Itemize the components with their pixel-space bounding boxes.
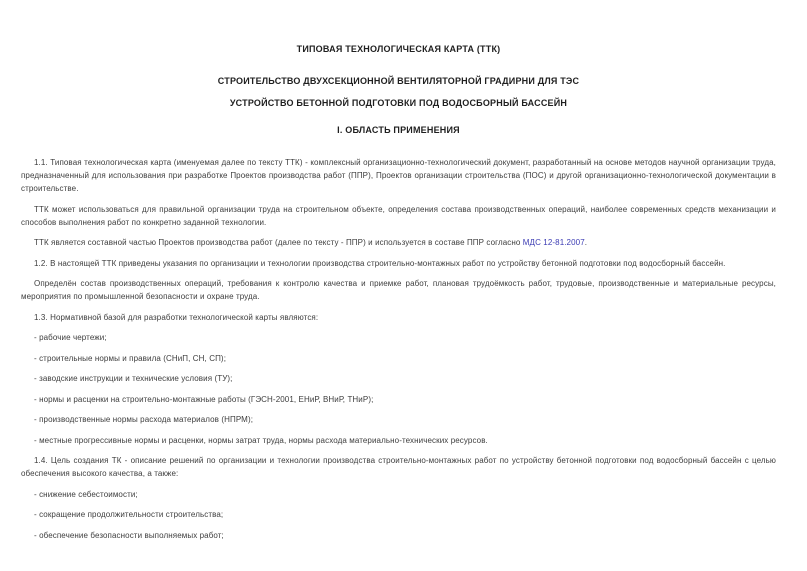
list-item-work-safety: - обеспечение безопасности выполняемых работ; [34, 530, 224, 540]
paragraph-1-4: 1.4. Цель создания ТК - описание решений по организации и технологии производства строительно-монтажных работ по устройству бетонной подготовки под водосборный бассейн с целью обеспечения высокого качества, а также: [21, 456, 776, 478]
mds-12-81-2007-link[interactable]: МДС 12-81.2007 [522, 238, 585, 247]
list-item-cost-reduction: - снижение себестоимости; [34, 489, 138, 499]
paragraph-1-2: 1.2. В настоящей ТТК приведены указания по организации и технологии производства строительно-монтажных работ по устройству бетонной подготовки под водосборный бассейн. [34, 258, 726, 268]
list-item-working-drawings: - рабочие чертежи; [34, 333, 107, 342]
paragraph-composition: Определён состав производственных операций, требования к контролю качества и приемке работ, плановая трудоёмкость работ, трудовые, производственные и материальные ресурсы, мероприятия по промышленной безопасности и охране труда. [21, 279, 776, 301]
list-item-factory-instructions: - заводские инструкции и технические условия (ТУ); [34, 374, 233, 383]
paragraph-1-3: 1.3. Нормативной базой для разработки технологической карты являются: [34, 312, 319, 322]
paragraph-1-1: 1.1. Типовая технологическая карта (именуемая далее по тексту ТТК) - комплексный организационно-технологический документ, разработанный на основе методов научной организации труда, предназначенный для использования при разработке Проектов производства работ (ППР), Проектов организации строительства (ПОС) и другой организационно-технологической документации в строительстве. [21, 158, 776, 193]
list-item-building-codes: - строительные нормы и правила (СНиП, СН, СП); [34, 353, 227, 363]
list-item-local-norms: - местные прогрессивные нормы и расценки, нормы затрат труда, нормы расхода материально-технических ресурсов. [34, 435, 488, 445]
list-item-material-norms: - производственные нормы расхода материалов (НПРМ); [34, 415, 254, 424]
paragraph-ttk-ppr-suffix: . [584, 238, 588, 247]
paragraph-ttk-ppr [21, 236, 776, 249]
document-subtitle-project: СТРОИТЕЛЬСТВО ДВУХСЕКЦИОННОЙ ВЕНТИЛЯТОРНОЙ ГРАДИРНИ ДЛЯ ТЭС [217, 76, 580, 86]
section-heading-application-area: I. ОБЛАСТЬ ПРИМЕНЕНИЯ [337, 125, 460, 135]
paragraph-ttk-ppr-text: ТТК является составной частью Проектов производства работ (далее по тексту - ППР) и используется в составе ППР согласно [34, 238, 523, 247]
document-subtitle-work: УСТРОЙСТВО БЕТОННОЙ ПОДГОТОВКИ ПОД ВОДОСБОРНЫЙ БАССЕЙН [229, 98, 568, 108]
list-item-norms-rates: - нормы и расценки на строительно-монтажные работы (ГЭСН-2001, ЕНиР, ВНиР, ТНиР); [34, 394, 374, 404]
list-item-duration-reduction: - сокращение продолжительности строительства; [34, 510, 224, 519]
document-title: ТИПОВАЯ ТЕХНОЛОГИЧЕСКАЯ КАРТА (ТТК) [296, 44, 501, 54]
paragraph-ttk-usage: ТТК может использоваться для правильной организации труда на строительном объекте, определения состава производственных операций, наиболее современных средств механизации и способов выполнения работ по конкретно заданной технологии. [21, 204, 776, 227]
